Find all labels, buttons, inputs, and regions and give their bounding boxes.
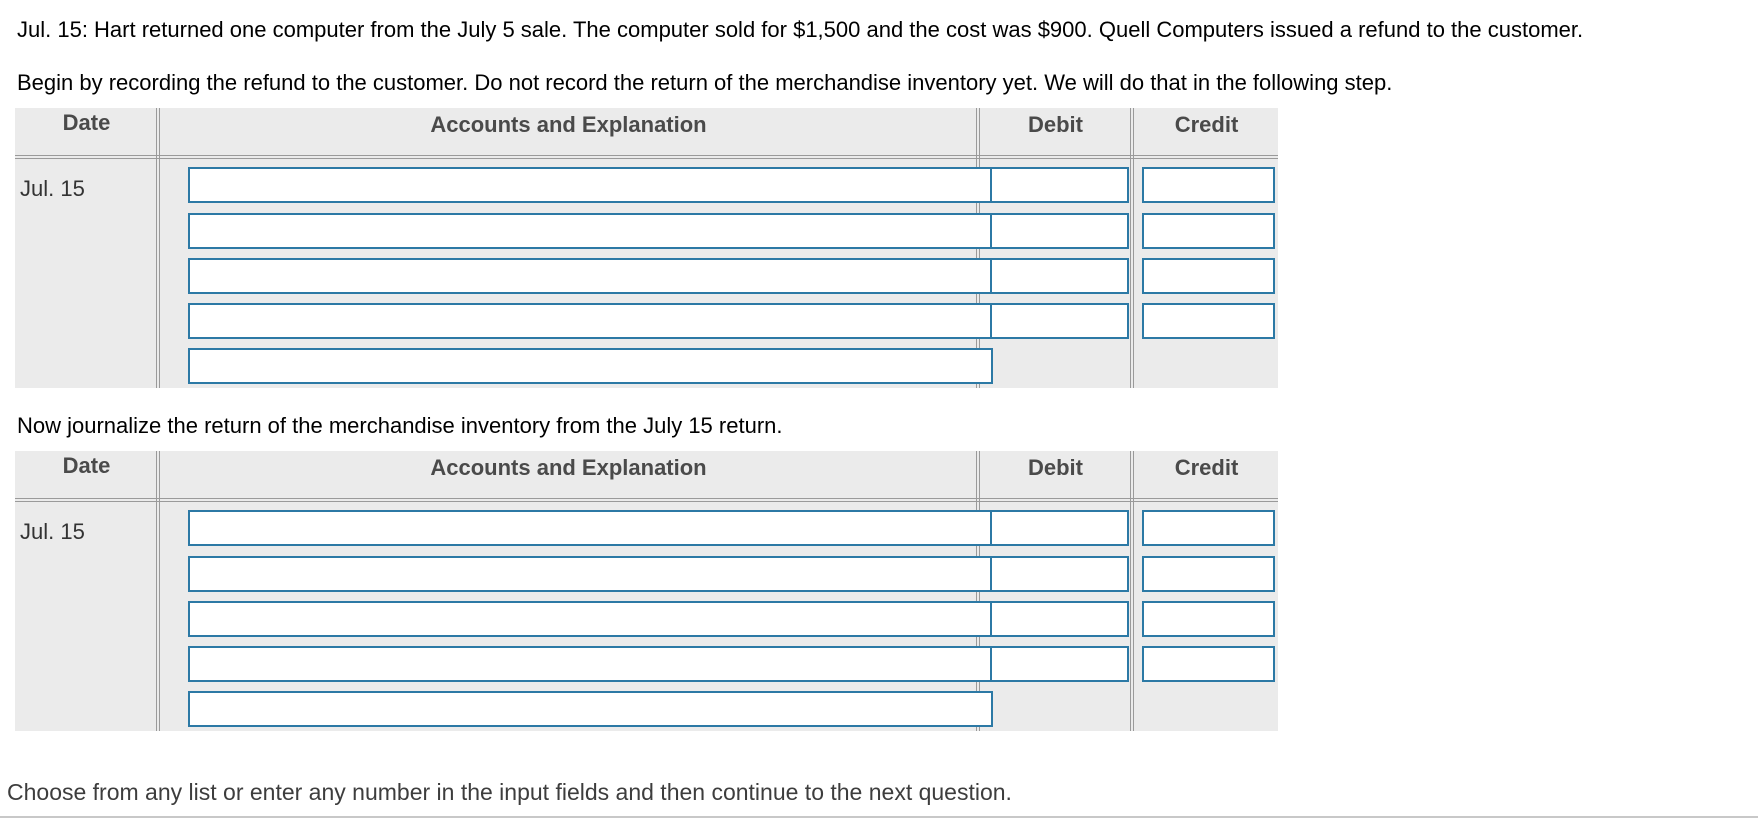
column-divider [1130,451,1134,731]
header-accounts: Accounts and Explanation [430,455,707,480]
credit-input-row4[interactable] [1142,646,1275,682]
account-input-row4[interactable] [188,646,993,682]
debit-input-row3[interactable] [990,601,1129,637]
credit-input-row1[interactable] [1142,167,1275,203]
header-debit: Debit [1028,112,1083,137]
debit-input-row1[interactable] [990,510,1129,546]
header-credit: Credit [1174,455,1239,480]
debit-input-row2[interactable] [990,213,1129,249]
debit-input-row1[interactable] [990,167,1129,203]
credit-input-row4[interactable] [1142,303,1275,339]
debit-input-row4[interactable] [990,646,1129,682]
explanation-input[interactable] [188,691,993,727]
column-divider [1130,108,1134,388]
header-accounts: Accounts and Explanation [430,112,707,137]
step1-instruction: Begin by recording the refund to the customer. Do not record the return of the merchandise inventory yet. We will do that in the following step. [17,70,1393,95]
header-divider [15,498,1278,502]
journal-entry-table-refund [15,108,1278,388]
step2-instruction: Now journalize the return of the merchandise inventory from the July 15 return. [17,413,783,438]
credit-input-row3[interactable] [1142,601,1275,637]
account-input-row1[interactable] [188,167,993,203]
footer-divider [0,816,1758,818]
credit-input-row2[interactable] [1142,213,1275,249]
credit-input-row3[interactable] [1142,258,1275,294]
account-input-row4[interactable] [188,303,993,339]
header-debit: Debit [1028,455,1083,480]
header-divider [15,155,1278,159]
header-date: Date [62,110,111,135]
credit-input-row2[interactable] [1142,556,1275,592]
debit-input-row3[interactable] [990,258,1129,294]
entry-date: Jul. 15 [20,176,85,201]
account-input-row1[interactable] [188,510,993,546]
credit-input-row1[interactable] [1142,510,1275,546]
explanation-input[interactable] [188,348,993,384]
account-input-row2[interactable] [188,556,993,592]
account-input-row3[interactable] [188,601,993,637]
account-input-row2[interactable] [188,213,993,249]
footer-message: Choose from any list or enter any number in the input fields and then continue to the next question. [7,779,1012,805]
header-date: Date [62,453,111,478]
header-credit: Credit [1174,112,1239,137]
debit-input-row4[interactable] [990,303,1129,339]
entry-date: Jul. 15 [20,519,85,544]
account-input-row3[interactable] [188,258,993,294]
journal-entry-table-inventory [15,451,1278,731]
debit-input-row2[interactable] [990,556,1129,592]
transaction-description: Jul. 15: Hart returned one computer from the July 5 sale. The computer sold for $1,500 and the cost was $900. Quell Computers issued a refund to the customer. [17,17,1584,42]
